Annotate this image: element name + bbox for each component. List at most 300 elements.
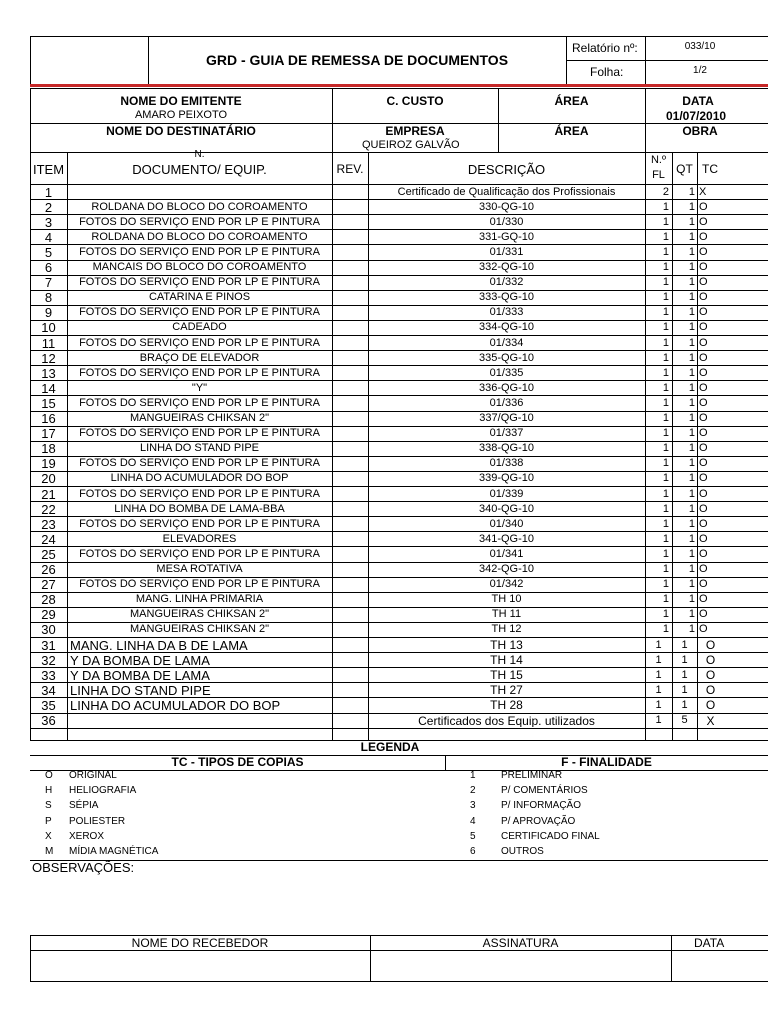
col-item-header: ITEM (32, 162, 65, 177)
cell-item: 4 (44, 230, 53, 244)
cell-tc: O (699, 277, 708, 289)
cell-document: LINHA DO STAND PIPE (140, 443, 259, 455)
cell-description: TH 12 (491, 624, 522, 636)
legend-f-item-label: CERTIFICADO FINAL (501, 830, 600, 842)
table-row (0, 471, 768, 486)
cell-description: TH 14 (490, 654, 523, 667)
cell-qt: 1 (688, 488, 695, 500)
cell-nfl: 1 (655, 669, 662, 681)
cost-center-label: C. CUSTO (386, 94, 444, 108)
relatorio-label: Relatório nº: (572, 41, 638, 55)
cell-nfl: 1 (662, 548, 669, 560)
cell-qt: 1 (688, 216, 695, 228)
company-value: QUEIROZ GALVÃO (362, 139, 460, 151)
cell-qt: 1 (688, 397, 695, 409)
cell-item: 14 (41, 381, 56, 395)
cell-tc: O (705, 639, 716, 651)
cell-tc: O (699, 443, 708, 455)
relatorio-value: 033/10 (684, 41, 716, 52)
cell-document: FOTOS DO SERVIÇO END POR LP E PINTURA (79, 488, 320, 500)
cell-tc: O (699, 609, 708, 621)
cell-description: TH 13 (490, 639, 523, 651)
cell-document: FOTOS DO SERVIÇO END POR LP E PINTURA (79, 367, 320, 379)
col-tc-header: TC (702, 162, 718, 176)
cell-document: MANCAIS DO BLOCO DO COROAMENTO (92, 262, 307, 273)
legend-tc-item-label: HELIOGRAFIA (69, 785, 137, 797)
table-row (0, 290, 768, 305)
col-doc-prefix: N. (194, 149, 205, 160)
cell-item: 6 (44, 261, 53, 274)
cell-nfl: 1 (662, 322, 669, 334)
cell-document: LINHA DO ACUMULADOR DO BOP (70, 698, 281, 712)
cell-qt: 1 (688, 367, 695, 379)
cell-nfl: 2 (662, 186, 669, 198)
legend-tc-title: TC - TIPOS DE COPIAS (171, 755, 304, 769)
page-title: GRD - GUIA DE REMESSA DE DOCUMENTOS (205, 52, 509, 68)
cell-document: FOTOS DO SERVIÇO END POR LP E PINTURA (79, 579, 320, 591)
cell-qt: 1 (688, 413, 695, 424)
table-row (0, 275, 768, 290)
cell-description: 332-QG-10 (478, 262, 535, 273)
cell-document: CADEADO (172, 322, 227, 334)
legend-tc-item-label: ORIGINAL (69, 770, 117, 781)
cell-document: FOTOS DO SERVIÇO END POR LP E PINTURA (79, 397, 320, 409)
cell-nfl: 1 (662, 307, 669, 319)
cell-description: 339-QG-10 (478, 473, 535, 485)
legend-f-item-label: P/ APROVAÇÃO (501, 815, 576, 827)
cell-tc: O (699, 352, 708, 364)
cell-nfl: 1 (662, 382, 669, 394)
cell-item: 7 (44, 276, 53, 290)
cell-tc: O (699, 262, 708, 273)
cell-qt: 1 (681, 699, 688, 711)
table-row (0, 592, 768, 607)
cell-description: 01/334 (489, 337, 524, 349)
cell-description: 340-QG-10 (478, 503, 535, 515)
cell-tc: X (699, 186, 707, 198)
cell-nfl: 1 (662, 443, 669, 455)
cell-tc: O (699, 367, 708, 379)
cell-nfl: 1 (662, 352, 669, 364)
cell-qt: 1 (681, 639, 688, 651)
cell-item: 11 (41, 336, 56, 350)
cell-qt: 1 (688, 579, 695, 591)
cell-tc: O (699, 201, 708, 213)
cell-description: 01/339 (489, 488, 524, 500)
cell-document: CATARINA E PINOS (148, 292, 251, 304)
table-row (0, 184, 768, 199)
cell-nfl: 1 (662, 246, 669, 258)
cell-tc: O (699, 564, 708, 575)
cell-item: 20 (41, 472, 56, 486)
cell-nfl: 1 (662, 216, 669, 228)
cell-item: 28 (41, 593, 56, 607)
table-row (0, 607, 768, 622)
cell-item: 5 (44, 245, 53, 259)
cell-item: 22 (41, 502, 56, 516)
legend-f-item-code: 3 (470, 800, 476, 812)
cell-description: TH 11 (491, 609, 522, 621)
legend-f-item-code: 5 (470, 830, 476, 842)
cell-qt: 1 (688, 548, 695, 560)
cell-document: LINHA DO BOMBA DE LAMA-BBA (114, 503, 285, 515)
cell-description: TH 10 (491, 594, 522, 606)
cell-document: FOTOS DO SERVIÇO END POR LP E PINTURA (79, 277, 320, 289)
signature-label: ASSINATURA (482, 936, 559, 950)
table-row (0, 622, 768, 637)
cell-qt: 1 (688, 262, 695, 273)
cell-nfl: 1 (662, 292, 669, 304)
cell-nfl: 1 (662, 503, 669, 515)
table-row (0, 441, 768, 456)
cell-tc: O (699, 594, 708, 606)
recipient-area-label: ÁREA (554, 124, 589, 138)
table-row (0, 637, 768, 652)
cell-description: 01/333 (489, 307, 524, 319)
cell-description: TH 15 (490, 669, 523, 682)
cell-item: 12 (41, 351, 56, 365)
legend-tc-item-label: SÉPIA (69, 800, 99, 812)
cell-tc: O (699, 231, 708, 243)
table-row (0, 335, 768, 350)
cell-document: FOTOS DO SERVIÇO END POR LP E PINTURA (79, 337, 320, 349)
legend-f-item-code: 2 (470, 785, 476, 797)
cell-nfl: 1 (662, 518, 669, 530)
cell-nfl: 1 (655, 684, 662, 696)
cell-nfl: 1 (662, 458, 669, 470)
col-nfl-header-bottom: FL (652, 169, 665, 181)
cell-nfl: 1 (662, 428, 669, 440)
cell-description: 01/331 (489, 246, 524, 258)
cell-qt: 1 (688, 307, 695, 319)
cell-qt: 1 (688, 382, 695, 394)
cell-description: 01/342 (489, 579, 524, 591)
table-row (0, 350, 768, 365)
cell-qt: 1 (688, 594, 695, 606)
cell-item: 24 (41, 532, 56, 546)
cell-description: 341-QG-10 (478, 533, 535, 545)
cell-document: MANGUEIRAS CHIKSAN 2" (130, 413, 269, 424)
cell-description: 01/330 (489, 216, 524, 228)
cell-item: 1 (44, 185, 53, 199)
cell-tc: O (705, 699, 716, 712)
cell-item: 36 (41, 714, 56, 727)
cell-qt: 1 (681, 669, 688, 681)
cell-qt: 1 (688, 609, 695, 621)
cell-description: TH 28 (490, 699, 523, 712)
sender-name-label: NOME DO EMITENTE (120, 94, 242, 108)
cell-item: 32 (41, 653, 56, 667)
legend-tc-item-code: S (45, 800, 52, 812)
company-label: EMPRESA (385, 124, 445, 138)
table-row (0, 305, 768, 320)
cell-description: 01/337 (489, 428, 524, 440)
cell-tc: O (705, 669, 716, 682)
table-row (0, 682, 768, 697)
cell-tc: O (699, 246, 708, 258)
cell-item: 31 (41, 638, 56, 652)
cell-nfl: 1 (662, 413, 669, 424)
cell-item: 18 (41, 442, 56, 456)
cell-tc: O (699, 337, 708, 349)
cell-item: 35 (41, 698, 56, 712)
cell-document: ROLDANA DO BLOCO DO COROAMENTO (91, 201, 308, 213)
cell-document: BRAÇO DE ELEVADOR (139, 352, 260, 364)
table-row (0, 486, 768, 501)
legend-f-item-code: 4 (470, 815, 476, 827)
cell-tc: O (705, 654, 716, 667)
cell-tc: O (705, 684, 716, 697)
legend-f-item-label: OUTROS (501, 846, 544, 857)
table-row (0, 667, 768, 682)
cell-document: FOTOS DO SERVIÇO END POR LP E PINTURA (79, 458, 320, 470)
cell-item: 19 (41, 457, 56, 471)
cell-qt: 1 (688, 518, 695, 530)
cell-qt: 1 (688, 337, 695, 349)
legend-f-item-label: P/ INFORMAÇÃO (501, 800, 582, 812)
table-row (0, 260, 768, 275)
cell-qt: 1 (681, 684, 688, 696)
cell-nfl: 1 (655, 715, 662, 726)
table-row (0, 320, 768, 335)
col-doc-header: DOCUMENTO/ EQUIP. (132, 162, 267, 177)
cell-item: 21 (41, 487, 56, 501)
table-row (0, 426, 768, 441)
table-row (0, 501, 768, 516)
cell-document: ELEVADORES (162, 533, 237, 545)
cell-item: 2 (44, 200, 53, 214)
cell-qt: 1 (688, 186, 695, 198)
table-row (0, 531, 768, 546)
cell-description: 01/338 (489, 458, 524, 470)
sender-area-label: ÁREA (554, 94, 589, 108)
cell-description: 336-QG-10 (478, 382, 535, 394)
cell-item: 10 (41, 321, 56, 335)
cell-qt: 1 (688, 443, 695, 455)
table-row (0, 229, 768, 244)
legend-tc-item-code: P (45, 815, 52, 827)
cell-document: LINHA DO STAND PIPE (70, 683, 211, 697)
cell-nfl: 1 (662, 579, 669, 591)
cell-qt: 1 (688, 292, 695, 304)
cell-item: 8 (44, 291, 53, 305)
folha-value: 1/2 (693, 65, 707, 76)
cell-tc: O (699, 292, 708, 304)
cell-description: 01/332 (489, 277, 524, 289)
cell-nfl: 1 (662, 488, 669, 500)
table-row (0, 456, 768, 471)
cell-qt: 1 (688, 473, 695, 485)
cell-description: 330-QG-10 (478, 201, 535, 213)
legend-f-item-code: 6 (470, 846, 476, 857)
row-divider (30, 728, 768, 729)
date-label: DATA (682, 94, 714, 108)
cell-nfl: 1 (662, 533, 669, 545)
cell-document: FOTOS DO SERVIÇO END POR LP E PINTURA (79, 428, 320, 440)
table-row (0, 652, 768, 667)
cell-qt: 1 (688, 624, 695, 636)
cell-document: LINHA DO ACUMULADOR DO BOP (110, 473, 289, 485)
table-row (0, 577, 768, 592)
footer-date-label: DATA (694, 936, 725, 950)
cell-document: MANG. LINHA DA B DE LAMA (70, 638, 248, 652)
cell-qt: 1 (688, 428, 695, 440)
cell-qt: 1 (688, 246, 695, 258)
cell-item: 30 (41, 623, 56, 637)
table-row (0, 516, 768, 531)
cell-tc: O (699, 428, 708, 440)
sender-name-value: AMARO PEIXOTO (134, 109, 228, 121)
cell-tc: O (699, 413, 708, 424)
legend-title: LEGENDA (360, 740, 420, 754)
folha-label: Folha: (590, 65, 624, 79)
cell-document: FOTOS DO SERVIÇO END POR LP E PINTURA (79, 518, 320, 530)
observations-label: OBSERVAÇÕES: (32, 860, 135, 875)
table-row (0, 697, 768, 712)
cell-tc: O (699, 322, 708, 334)
legend-tc-item-label: XEROX (69, 830, 105, 842)
cell-qt: 1 (688, 503, 695, 515)
cell-nfl: 1 (662, 231, 669, 243)
cell-tc: O (699, 488, 708, 500)
cell-nfl: 1 (655, 654, 662, 666)
cell-item: 3 (44, 215, 53, 229)
cell-description: 01/336 (489, 397, 524, 409)
cell-nfl: 1 (662, 337, 669, 349)
cell-tc: X (706, 714, 715, 727)
cell-nfl: 1 (662, 624, 669, 636)
cell-description: Certificado de Qualificação dos Profissionais (397, 186, 616, 198)
cell-description: 334-QG-10 (478, 322, 535, 334)
cell-tc: O (699, 458, 708, 470)
cell-item: 27 (41, 578, 56, 592)
legend-tc-item-code: M (45, 846, 54, 857)
cell-item: 9 (44, 306, 53, 320)
cell-item: 13 (41, 366, 56, 380)
cell-document: MANGUEIRAS CHIKSAN 2" (130, 609, 269, 621)
cell-item: 34 (41, 683, 56, 697)
cell-qt: 1 (688, 277, 695, 289)
cell-description: 342-QG-10 (478, 564, 535, 575)
cell-description: TH 27 (490, 684, 523, 697)
cell-nfl: 1 (662, 473, 669, 485)
cell-item: 23 (41, 517, 56, 531)
cell-description: 01/340 (489, 518, 524, 530)
cell-document: Y DA BOMBA DE LAMA (70, 653, 210, 667)
cell-qt: 1 (688, 201, 695, 213)
cell-description: 01/341 (489, 548, 524, 560)
cell-description: 337/QG-10 (479, 413, 534, 424)
cell-nfl: 1 (662, 367, 669, 379)
cell-description: Certificados dos Equip. utilizados (418, 714, 595, 727)
legend-f-item-label: P/ COMENTÁRIOS (501, 785, 588, 797)
cell-qt: 1 (681, 654, 688, 666)
cell-tc: O (699, 473, 708, 485)
table-row (0, 199, 768, 214)
cell-nfl: 1 (662, 594, 669, 606)
legend-tc-item-label: POLIESTER (69, 815, 126, 827)
cell-document: FOTOS DO SERVIÇO END POR LP E PINTURA (79, 307, 320, 319)
cell-nfl: 1 (662, 609, 669, 621)
cell-description: 331-GQ-10 (478, 231, 535, 243)
cell-nfl: 1 (662, 397, 669, 409)
cell-tc: O (699, 503, 708, 515)
table-row (0, 380, 768, 395)
cell-document: "Y" (191, 382, 208, 394)
legend-f-item-label: PRELIMINAR (501, 770, 563, 781)
cell-document: FOTOS DO SERVIÇO END POR LP E PINTURA (79, 548, 320, 560)
legend-tc-item-code: H (45, 785, 53, 797)
cell-description: 338-QG-10 (478, 443, 535, 455)
receiver-name-label: NOME DO RECEBEDOR (131, 936, 269, 950)
table-row (0, 214, 768, 229)
cell-tc: O (699, 533, 708, 545)
cell-qt: 1 (688, 564, 695, 575)
table-row (0, 546, 768, 561)
legend-tc-item-code: O (45, 770, 53, 781)
cell-item: 17 (41, 427, 56, 441)
cell-tc: O (699, 216, 708, 228)
cell-item: 33 (41, 668, 56, 682)
table-row (0, 365, 768, 380)
site-label: OBRA (682, 124, 718, 138)
cell-tc: O (699, 518, 708, 530)
cell-nfl: 1 (662, 564, 669, 575)
cell-document: MESA ROTATIVA (156, 564, 243, 575)
cell-tc: O (699, 307, 708, 319)
table-row (0, 562, 768, 577)
cell-tc: O (699, 382, 708, 394)
cell-qt: 1 (688, 458, 695, 470)
col-desc-header: DESCRIÇÃO (467, 162, 546, 177)
cell-item: 16 (41, 412, 56, 425)
cell-nfl: 1 (662, 262, 669, 273)
cell-tc: O (699, 397, 708, 409)
cell-document: FOTOS DO SERVIÇO END POR LP E PINTURA (79, 216, 320, 228)
cell-item: 15 (41, 396, 56, 410)
legend-tc-item-label: MÍDIA MAGNÉTICA (69, 846, 159, 857)
cell-item: 29 (41, 608, 56, 622)
cell-qt: 5 (681, 715, 688, 726)
legend-f-item-code: 1 (470, 770, 476, 781)
cell-document: FOTOS DO SERVIÇO END POR LP E PINTURA (79, 246, 320, 258)
cell-document: MANG. LINHA PRIMARIA (135, 594, 264, 606)
legend-f-title: F - FINALIDADE (561, 755, 652, 769)
cell-item: 26 (41, 563, 56, 576)
cell-qt: 1 (688, 231, 695, 243)
cell-item: 25 (41, 547, 56, 561)
cell-tc: O (699, 624, 708, 636)
table-row (0, 411, 768, 426)
col-qt-header: QT (676, 162, 693, 176)
table-row (0, 244, 768, 259)
cell-tc: O (699, 579, 708, 591)
recipient-name-label: NOME DO DESTINATÁRIO (106, 124, 256, 138)
cell-document: ROLDANA DO BLOCO DO COROAMENTO (91, 231, 308, 243)
table-row (0, 713, 768, 728)
cell-nfl: 1 (662, 201, 669, 213)
cell-nfl: 1 (662, 277, 669, 289)
cell-qt: 1 (688, 352, 695, 364)
cell-qt: 1 (688, 322, 695, 334)
cell-nfl: 1 (655, 639, 662, 651)
legend-tc-item-code: X (45, 830, 52, 842)
col-rev-header: REV. (336, 162, 364, 176)
cell-description: 333-QG-10 (478, 292, 535, 304)
cell-qt: 1 (688, 533, 695, 545)
cell-nfl: 1 (655, 699, 662, 711)
col-nfl-header-top: N.º (650, 154, 667, 166)
